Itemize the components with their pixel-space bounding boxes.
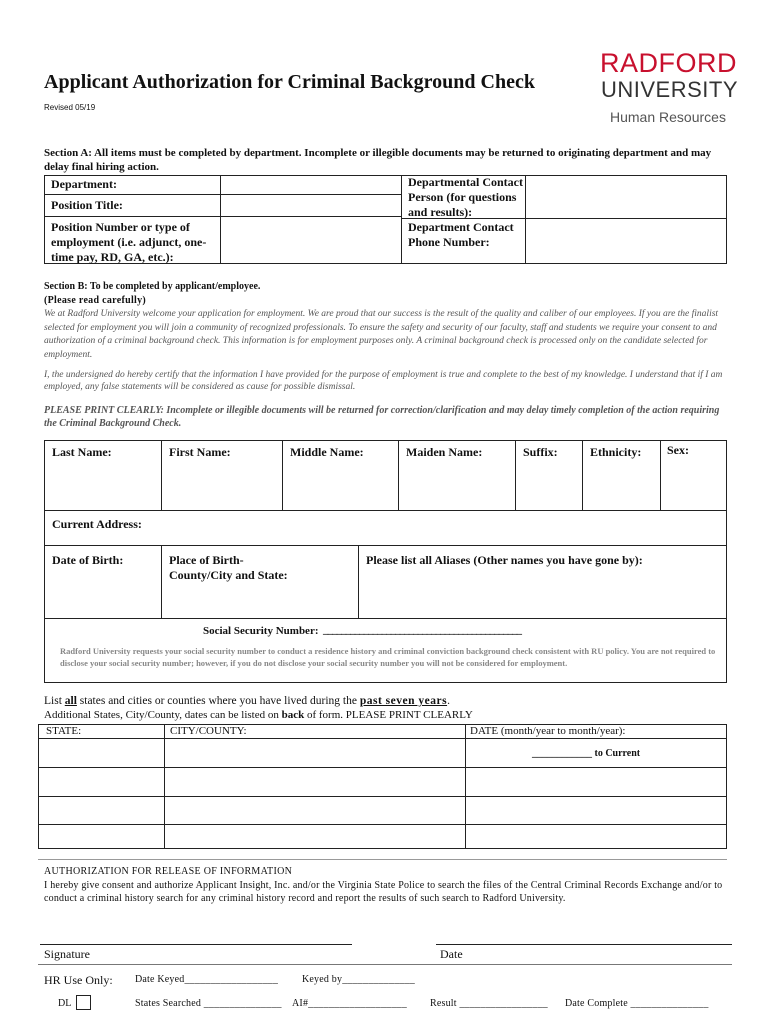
position-title-label: Position Title: [51,198,123,212]
suffix-field[interactable] [516,462,581,509]
maiden-name-field[interactable] [399,462,514,509]
contact-phone-field[interactable] [526,219,726,263]
welcome-paragraph: We at Radford University welcome your application for employment. We are proud that our success is the result of the quality and caliber of our employees. If you are the finalist selected for employment you will join a community of recognized professionals. To ensure the safety and security of our faculty, staff and students we require your consent to and authorization of a criminal background check. This information is for employment purposes only. A criminal background check is processed only on the candidate selected for employment. [44,309,719,360]
aliases-field[interactable] [359,570,726,617]
print-clearly-paragraph: PLEASE PRINT CLEARLY: Incomplete or illegible documents will be returned for correction/clarification and may delay timely completion of the action requiring the Criminal Background Check. [44,405,720,429]
first-name-field[interactable] [162,462,281,509]
position-title-field[interactable] [221,196,400,215]
city-field-1[interactable] [165,739,464,766]
keyed-by-field[interactable]: Keyed by______________ [302,974,415,985]
city-field-2[interactable] [165,768,464,795]
suffix-label: Suffix: [523,445,558,459]
maiden-name-label: Maiden Name: [406,445,483,459]
last-name-label: Last Name: [52,445,112,459]
read-carefully-note: (Please read carefully) [44,295,147,306]
authorization-text: I hereby give consent and authorize Applicant Insight, Inc. and/or the Virginia State Police to search the files of the Central Criminal Records Exchange and/or to conduct a criminal history search for any criminal history record and report the results of such search to Radford University. [44,880,723,904]
hr-use-label: HR Use Only: [44,973,113,987]
sex-label: Sex: [667,443,689,457]
result-field[interactable]: Result _________________ [430,998,548,1009]
additional-note-back: back [281,709,305,721]
residence-intro-period: . [447,695,450,707]
date-complete-field[interactable]: Date Complete _______________ [565,998,709,1009]
contact-phone-label: Department Contact Phone Number: [408,220,514,249]
states-searched-field[interactable]: States Searched _______________ [135,998,282,1009]
residence-intro-all: all [64,695,77,707]
signature-label: Signature [44,947,90,961]
city-field-3[interactable] [165,797,464,823]
middle-name-label: Middle Name: [290,445,364,459]
residence-intro-text: List [44,695,65,707]
residence-intro [44,695,450,707]
to-current-label: to Current [592,748,641,759]
additional-note-text-2: of form. PLEASE PRINT CLEARLY [304,709,473,721]
state-field-2[interactable] [39,768,163,795]
state-field-1[interactable] [39,739,163,766]
place-of-birth-field[interactable] [162,585,357,617]
date-keyed-field[interactable]: Date Keyed__________________ [135,974,279,985]
aliases-label: Please list all Aliases (Other names you have gone by): [366,553,643,567]
to-current-entry [532,748,640,759]
ethnicity-label: Ethnicity: [590,445,642,459]
to-current-blank[interactable]: ____________ [532,748,592,759]
city-column-header: CITY/COUNTY: [170,725,247,737]
sex-field[interactable] [661,462,726,509]
logo-human-resources: Human Resources [610,109,726,125]
department-field[interactable] [221,176,400,193]
date-column-header: DATE (month/year to month/year): [470,725,626,737]
state-field-4[interactable] [39,825,163,848]
city-field-4[interactable] [165,825,464,848]
place-of-birth-label: Place of Birth- County/City and State: [169,553,288,582]
date-field-2[interactable] [466,768,726,795]
authorization-heading: AUTHORIZATION FOR RELEASE OF INFORMATION [44,866,293,877]
residence-intro-text-2: states and cities or counties where you have lived during the [76,695,360,707]
department-label: Department: [51,177,117,191]
contact-person-field[interactable] [526,176,726,217]
signature-line[interactable] [40,944,352,945]
dob-label: Date of Birth: [52,553,124,567]
state-column-header: STATE: [46,725,82,737]
logo-university: UNIVERSITY [601,77,739,102]
contact-person-label: Departmental Contact Person (for questions and results): [408,175,523,219]
ssn-field[interactable]: ____________________________________________ [323,624,521,636]
ai-number-field[interactable]: AI#___________________ [292,998,407,1009]
date-field-3[interactable] [466,797,726,823]
last-name-field[interactable] [45,462,160,509]
dl-label: DL [58,998,72,1009]
additional-note [44,709,473,721]
first-name-label: First Name: [169,445,231,459]
current-address-label: Current Address: [52,517,142,531]
ssn-label: Social Security Number: [203,625,319,637]
section-b-heading: Section B: To be completed by applicant/employee. [44,281,261,292]
date-field-4[interactable] [466,825,726,848]
position-number-field[interactable] [221,218,400,263]
additional-note-text: Additional States, City/County, dates can be listed on [44,709,282,721]
current-address-field[interactable] [160,512,726,544]
page-title: Applicant Authorization for Criminal Background Check [44,71,535,93]
residence-intro-past: past seven years [359,695,448,707]
ethnicity-field[interactable] [583,462,659,509]
section-a-heading: Section A: All items must be completed by department. Incomplete or illegible documents may be returned to originating department and may delay final hiring action. [44,147,712,173]
position-number-label: Position Number or type of employment (i.e. adjunct, one-time pay, RD, GA, etc.): [51,220,207,264]
middle-name-field[interactable] [283,462,397,509]
date-line[interactable] [436,944,732,945]
logo-radford: RADFORD [600,48,737,78]
state-field-3[interactable] [39,797,163,823]
dl-checkbox[interactable] [76,995,91,1010]
certify-paragraph: I, the undersigned do hereby certify that the information I have provided for the purpose of employment is true and complete to the best of my knowledge. I understand that if I am employed, any false statements will be considered as cause for possible dismissal. [44,370,723,392]
revised-date: Revised 05/19 [44,103,96,112]
ssn-notice: Radford University requests your social security number to conduct a residence history and criminal conviction background check consistent with RU policy. You are not required to disclose your social security number; however, if you do not disclose your social security number you will not be considered for employment. [60,646,716,668]
dob-field[interactable] [45,570,160,617]
date-label: Date [440,947,463,961]
